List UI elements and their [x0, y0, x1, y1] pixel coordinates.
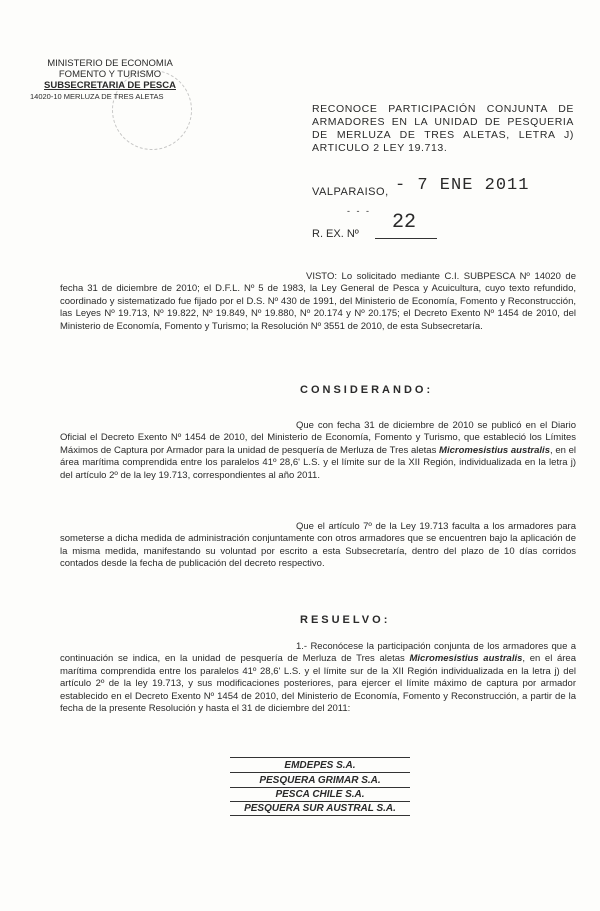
company-item: PESQUERA SUR AUSTRAL S.A.	[230, 802, 410, 816]
p1-species: Micromesistius australis	[439, 444, 550, 456]
p1-text-b: , en el área marítima comprendida entre los paralelos 41º 28,6' L.S. y el límite sur de la XII Región, individualizada en la letra j) del artículo 2º de la ley 19.713, correspondientes al año 2011.	[60, 444, 576, 481]
header-line-1: MINISTERIO DE ECONOMIA	[47, 58, 173, 69]
considerando-paragraph-1	[60, 420, 576, 482]
company-item: PESCA CHILE S.A.	[230, 788, 410, 802]
header-line-3: SUBSECRETARIA DE PESCA	[44, 80, 176, 91]
rex-dash: - - -	[347, 206, 371, 216]
p1-text-a: Que con fecha 31 de diciembre de 2010 se publicó en el Diario Oficial el Decreto Exento Nº 1454 de 2010, del Ministerio de Economía, Fomento y Turismo, que estableció los Límites Máximos de Captura por Armador para la unidad de pesquería de Merluza de Tres aletas	[60, 420, 576, 456]
company-item: EMDEPES S.A.	[230, 759, 410, 773]
visto-lead: VISTO:	[306, 271, 337, 282]
resuelvo-heading: RESUELVO:	[300, 614, 391, 626]
date-stamp: - 7 ENE 2011	[395, 176, 530, 195]
resolution-subject: RECONOCE PARTICIPACIÓN CONJUNTA DE ARMADORES EN LA UNIDAD DE PESQUERIA DE MERLUZA DE TRES ALETAS, LETRA J) ARTICULO 2 LEY 19.713.	[312, 103, 574, 154]
p3-species: Micromesistius australis	[409, 653, 523, 665]
place-label: VALPARAISO,	[312, 186, 389, 198]
p2-text: Que el artículo 7º de la Ley 19.713 faculta a los armadores para someterse a dicha medida de administración conjuntamente con otros armadores que se encuentren bajo la aplicación de la misma medida, manifestando su voluntad por escrito a esta Subsecretaría, dentro del plazo de 10 días corridos contados desde la fecha de publicación del decreto respectivo.	[60, 521, 576, 570]
resuelvo-paragraph-1	[60, 641, 576, 715]
header-line-2: FOMENTO Y TURISMO	[58, 69, 162, 80]
rex-label: R. EX. Nº	[312, 228, 359, 240]
p3-text-b: , en el área marítima comprendida entre los paralelos 41º 28,6' L.S. y el límite sur de la XII Región individualizada en la letra j) del artículo 2º de la ley 19.713, y sus modificaciones posteriores, para ejercer el límite máximo de captura por armador establecido en el Decreto Exento Nº 1454 de 2010, del Ministerio de Economía, Fomento y Reconstrucción, a partir de la fecha de la presente Resolución y hasta el 31 de diciembre del 2011:	[60, 653, 576, 715]
rex-number: 22	[392, 211, 417, 234]
company-item: PESQUERA GRIMAR S.A.	[230, 774, 410, 788]
p3-text-a: 1.- Reconócese la participación conjunta de los armadores que a continuación se indica, en la unidad de pesquería de Merluza de Tres aletas	[60, 641, 576, 665]
visto-text: Lo solicitado mediante C.I. SUBPESCA Nº 14020 de fecha 31 de diciembre de 2010; el D.F.L. Nº 5 de 1983, la Ley General de Pesca y Acuicultura, cuyo texto refundido, coordinado y sistematizado fue fijado por el D.S. Nº 430 de 1991, del Ministerio de Economía, Fomento y Reconstrucción, las Leyes Nº 19.713, Nº 19.822, Nº 19.849, Nº 19.880, Nº 20.174 y Nº 20.175; el Decreto Exento Nº 1454 de 2010, del Ministerio de Economía, Fomento y Turismo; la Resolución Nº 3551 de 2010, de esta Subsecretaría.	[60, 271, 576, 332]
rex-underline	[375, 238, 437, 239]
ministry-header	[30, 58, 190, 102]
visto-paragraph	[60, 271, 576, 333]
company-list-topline	[230, 757, 410, 758]
considerando-paragraph-2	[60, 521, 576, 571]
header-line-4: 14020-10 MERLUZA DE TRES ALETAS	[30, 92, 164, 101]
considerando-heading: CONSIDERANDO:	[300, 384, 434, 396]
